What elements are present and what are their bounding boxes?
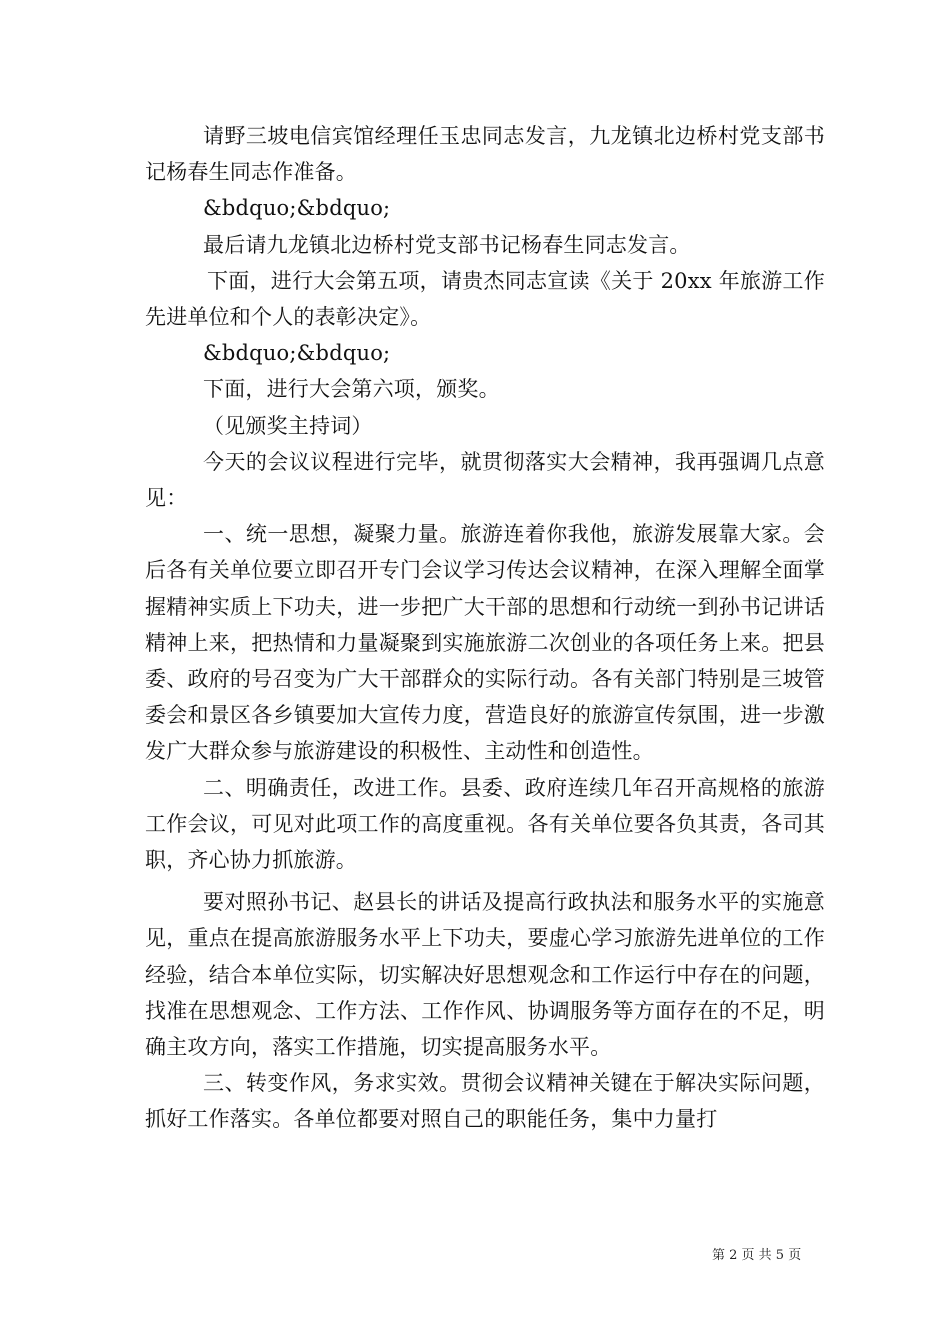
paragraph-item-five: 下面，进行大会第五项，请贵杰同志宣读《关于 20xx 年旅游工作先进单位和个人的表彰决定》。	[145, 268, 826, 330]
paragraph-point-one: 一、统一思想，凝聚力量。旅游连着你我他，旅游发展靠大家。会后各有关单位要立即召开专门会议学习传达会议精神，在深入理解全面掌握精神实质上下功夫，进一步把广大干部的思想和行动统一到孙书记讲话精神上来，把热情和力量凝聚到实施旅游二次创业的各项任务上来。把县委、政府的号召变为广大干部群众的实际行动。各有关部门特别是三坡管委会和景区各乡镇要加大宣传力度，营造良好的旅游宣传氛围，进一步激发广大群众参与旅游建设的积极性、主动性和创造性。	[145, 522, 825, 764]
paragraph-item-six: 下面，进行大会第六项，颁奖。	[203, 377, 500, 402]
document-body	[145, 118, 825, 1138]
paragraph-award-note: （见颁奖主持词）	[203, 413, 373, 438]
paragraph-point-two: 二、明确责任，改进工作。县委、政府连续几年召开高规格的旅游工作会议，可见对此项工作的高度重视。各有关单位要各负其责，各司其职，齐心协力抓旅游。	[145, 775, 825, 873]
page-number: 第 2 页 共 5 页	[712, 1248, 802, 1263]
paragraph-ellipsis: &bdquo;&bdquo;	[203, 196, 391, 221]
paragraph-last-speaker: 最后请九龙镇北边桥村党支部书记杨春生同志发言。	[203, 232, 691, 257]
paragraph-point-three: 三、转变作风，务求实效。贯彻会议精神关键在于解决实际问题，抓好工作落实。各单位都要对照自己的职能任务，集中力量打	[145, 1071, 825, 1132]
paragraph-speaker-call: 请野三坡电信宾馆经理任玉忠同志发言，九龙镇北边桥村党支部书记杨春生同志作准备。	[145, 124, 825, 185]
paragraph-ellipsis: &bdquo;&bdquo;	[203, 341, 391, 366]
paragraph-point-two-detail: 要对照孙书记、赵县长的讲话及提高行政执法和服务水平的实施意见，重点在提高旅游服务水平上下功夫，要虚心学习旅游先进单位的工作经验，结合本单位实际，切实解决好思想观念和工作运行中存在的问题，找准在思想观念、工作方法、工作作风、协调服务等方面存在的不足，明确主攻方向，落实工作措施，切实提高服务水平。	[145, 890, 825, 1060]
paragraph-closing-intro: 今天的会议议程进行完毕，就贯彻落实大会精神，我再强调几点意见：	[145, 449, 825, 511]
